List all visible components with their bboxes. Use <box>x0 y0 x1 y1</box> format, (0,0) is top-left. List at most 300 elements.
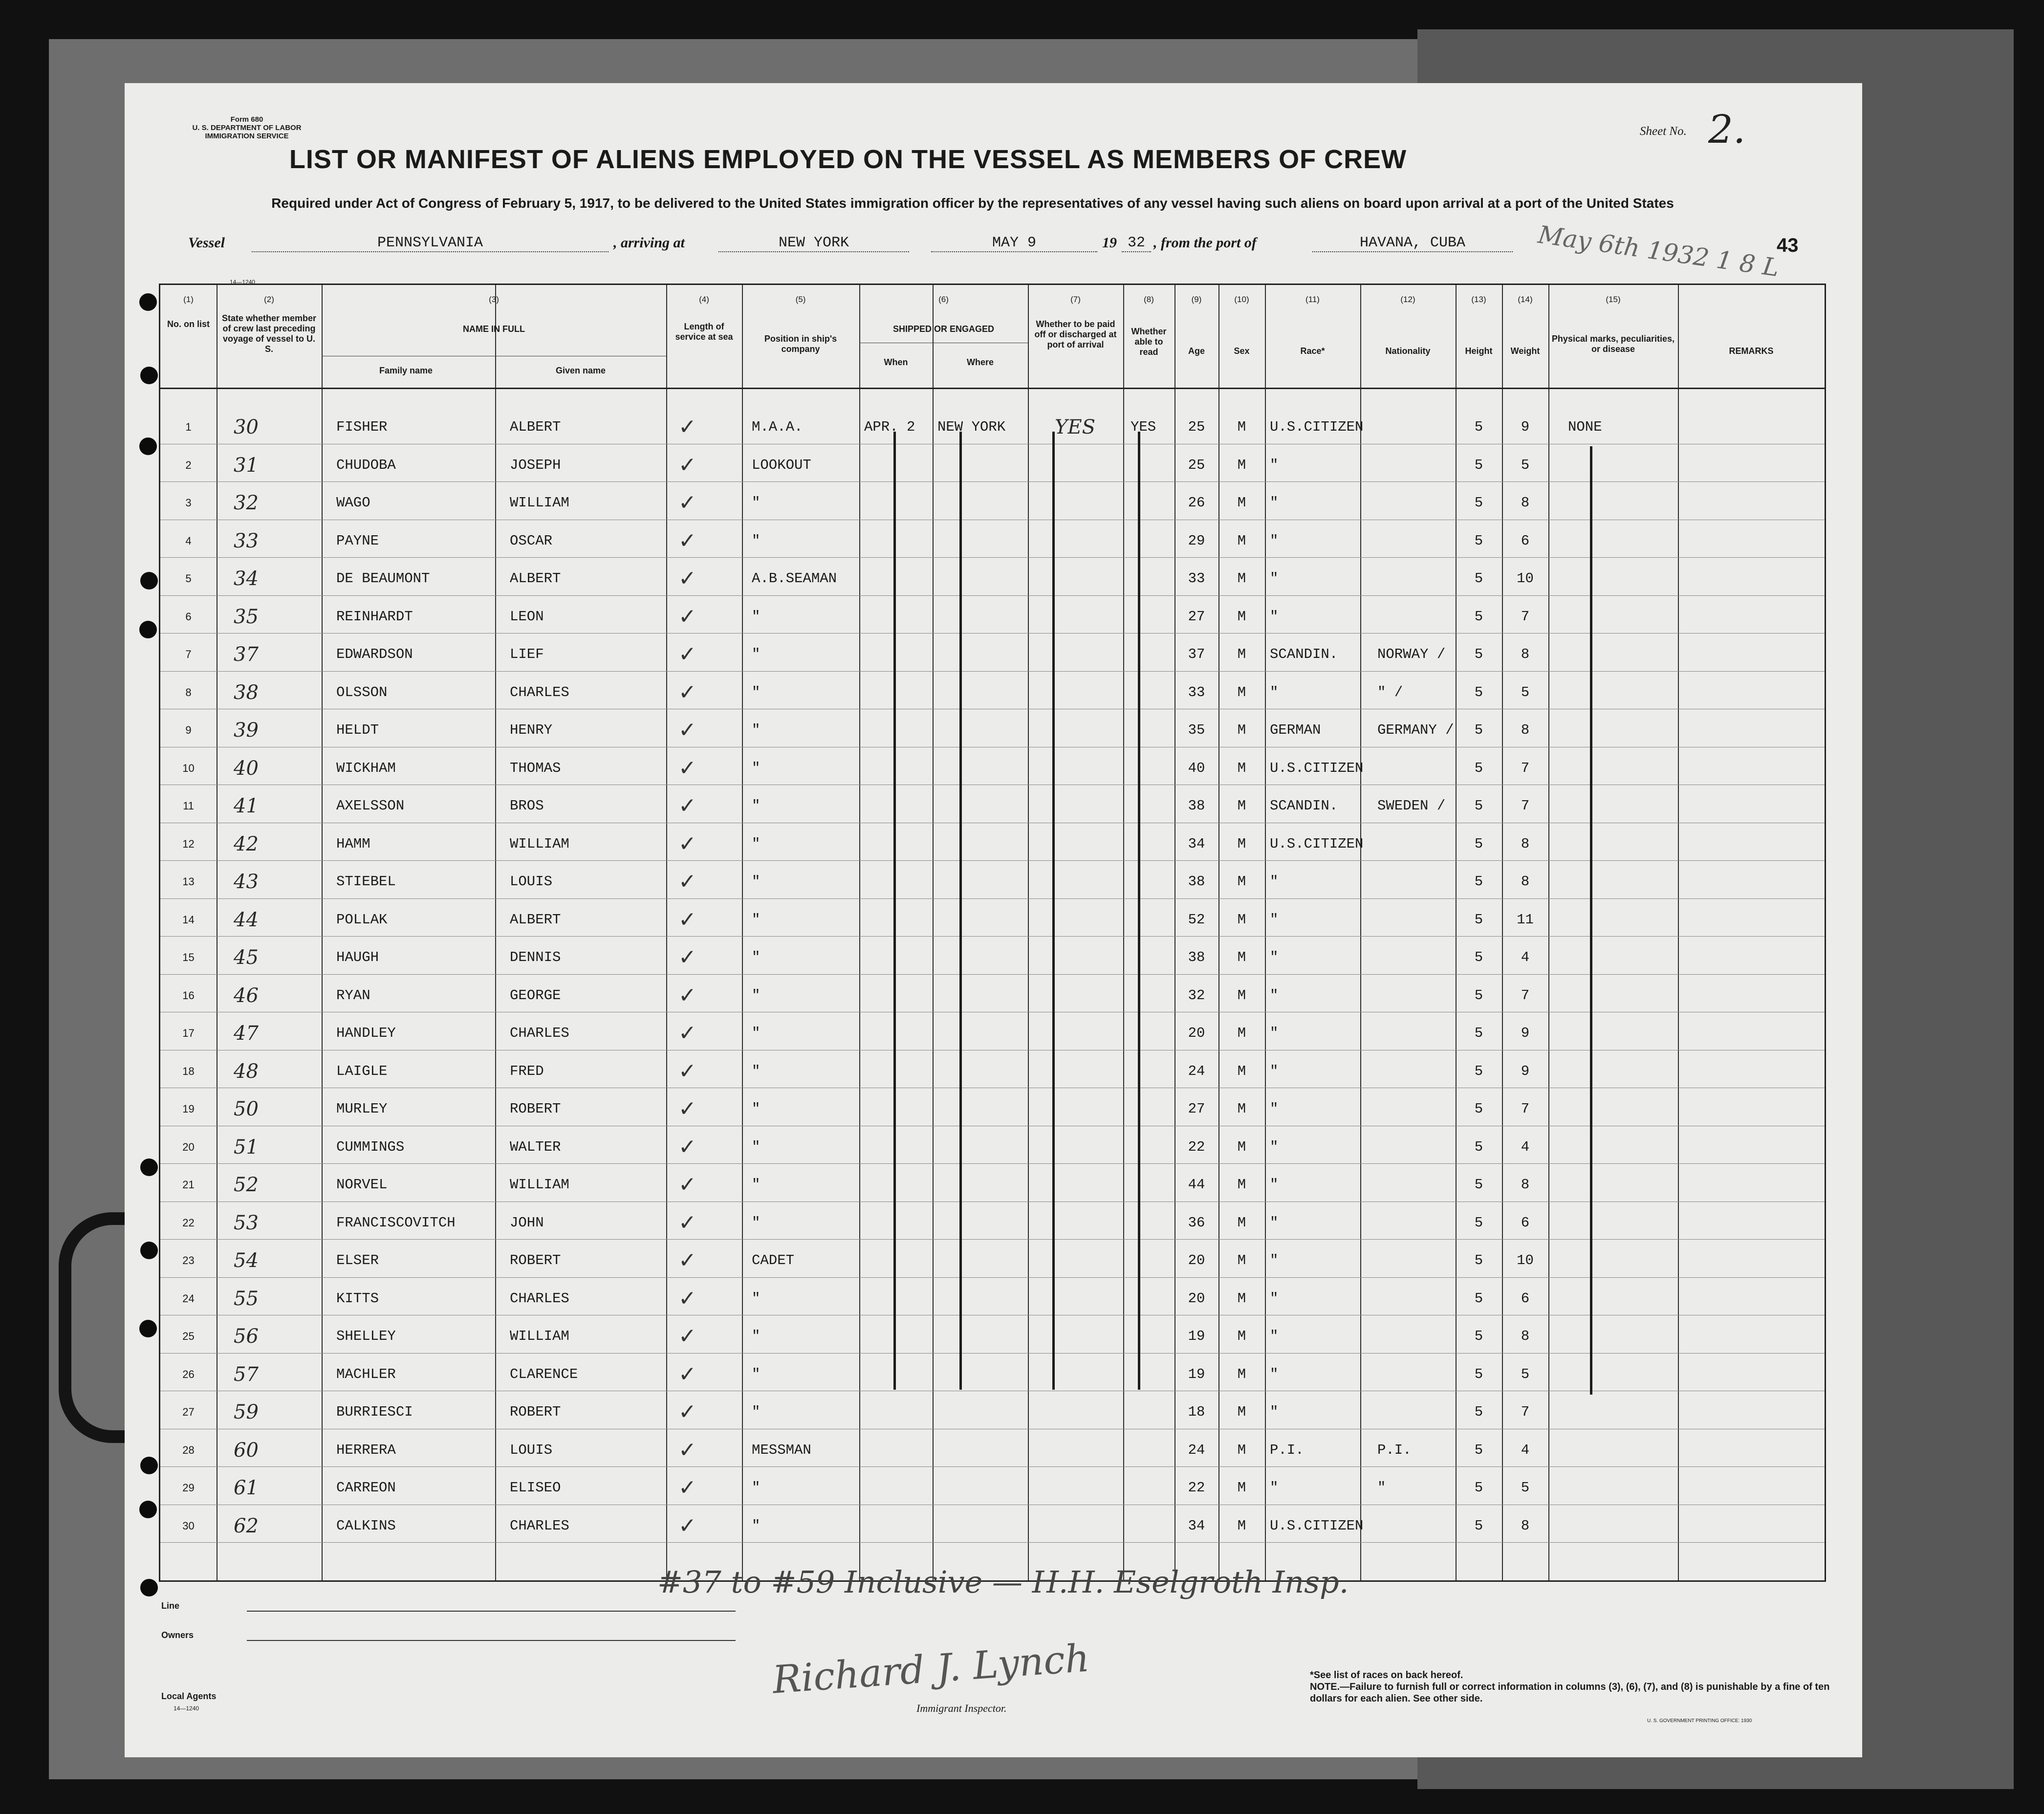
cell-no: 7 <box>185 648 192 660</box>
cell-family: OLSSON <box>336 684 388 700</box>
vessel-label: Vessel <box>188 235 225 251</box>
cell-height: 5 <box>1474 987 1483 1004</box>
cell-age: 19 <box>1188 1328 1205 1344</box>
cell-read: YES <box>1131 419 1156 435</box>
cell-where <box>937 1095 1028 1123</box>
cell-family: CUMMINGS <box>336 1138 405 1155</box>
cell-where <box>937 944 1028 971</box>
cell-no: 19 <box>182 1103 195 1115</box>
cell-position: " <box>752 1214 761 1231</box>
cell-when <box>864 1474 933 1502</box>
cell-service: ✓ <box>678 1475 696 1500</box>
cell-read <box>1131 1474 1174 1502</box>
cell-age: 24 <box>1188 1442 1205 1458</box>
cell-service: ✓ <box>678 566 696 591</box>
cell-weight: 7 <box>1521 608 1530 625</box>
cell-position: " <box>752 1517 761 1534</box>
cell-paid <box>1055 1020 1118 1047</box>
col-number-9: (9) <box>1191 295 1202 304</box>
cell-when <box>864 1209 933 1237</box>
cell-no: 27 <box>182 1406 195 1418</box>
cell-where <box>937 527 1028 555</box>
cell-where <box>937 717 1028 744</box>
cell-physical <box>1568 868 1675 896</box>
cell-state: 52 <box>234 1174 259 1196</box>
cell-state: 60 <box>234 1439 259 1462</box>
cell-weight: 8 <box>1521 722 1530 738</box>
cell-state: 51 <box>234 1136 259 1158</box>
footer-line-label: Line <box>161 1601 180 1611</box>
cell-height: 5 <box>1474 1252 1483 1268</box>
cell-weight: 9 <box>1521 419 1530 435</box>
punch-hole <box>140 1579 158 1596</box>
row-rule <box>160 481 1825 482</box>
cell-age: 25 <box>1188 457 1205 473</box>
cell-age: 38 <box>1188 949 1205 965</box>
cell-physical <box>1568 1361 1675 1388</box>
cell-read <box>1131 1020 1174 1047</box>
sheet-number: 2. <box>1708 107 1746 152</box>
cell-family: HANDLEY <box>336 1025 396 1041</box>
header-name-in-full: NAME IN FULL <box>463 324 525 334</box>
ditto-stroke <box>893 432 896 1390</box>
cell-sex: M <box>1237 1290 1246 1307</box>
row-rule <box>160 595 1825 596</box>
cell-service: ✓ <box>678 983 696 1008</box>
cell-given: FRED <box>510 1063 544 1079</box>
cell-service: ✓ <box>678 755 696 781</box>
cell-weight: 7 <box>1521 1101 1530 1117</box>
cell-where <box>937 1474 1028 1502</box>
cell-where <box>937 1399 1028 1426</box>
cell-age: 33 <box>1188 684 1205 700</box>
header-able-read: Whether able to read <box>1131 327 1167 357</box>
cell-weight: 7 <box>1521 987 1530 1004</box>
column-divider <box>495 285 496 1580</box>
cell-paid <box>1055 982 1118 1009</box>
cell-paid <box>1055 1171 1118 1199</box>
cell-read <box>1131 1095 1174 1123</box>
column-divider <box>859 285 860 1580</box>
cell-read <box>1131 1134 1174 1161</box>
cell-sex: M <box>1237 1063 1246 1079</box>
cell-state: 54 <box>234 1249 259 1272</box>
cell-service: ✓ <box>678 1210 696 1235</box>
cell-read <box>1131 755 1174 782</box>
row-rule <box>160 898 1825 899</box>
cell-paid <box>1055 1361 1118 1388</box>
cell-read <box>1131 1285 1174 1312</box>
cell-nationality <box>1377 868 1456 896</box>
cell-age: 22 <box>1188 1480 1205 1496</box>
cell-no: 11 <box>183 800 194 812</box>
cell-when <box>864 603 933 631</box>
cell-family: SHELLEY <box>336 1328 396 1344</box>
cell-service: ✓ <box>678 1058 696 1084</box>
cell-position: " <box>752 949 761 965</box>
cell-paid <box>1055 452 1118 479</box>
form-code-bottom: 14—1240 <box>174 1705 199 1712</box>
cell-given: WILLIAM <box>510 835 569 852</box>
cell-paid <box>1055 641 1118 668</box>
cell-where <box>937 489 1028 517</box>
cell-sex: M <box>1237 835 1246 852</box>
col-number-12: (12) <box>1400 295 1415 304</box>
row-rule <box>160 557 1825 558</box>
cell-paid <box>1055 1058 1118 1085</box>
cell-nationality <box>1377 944 1456 971</box>
cell-weight: 9 <box>1521 1025 1530 1041</box>
cell-where <box>937 1512 1028 1540</box>
cell-no: 24 <box>182 1292 195 1305</box>
cell-nationality <box>1377 527 1456 555</box>
cell-paid <box>1055 1285 1118 1312</box>
cell-service: ✓ <box>678 831 696 856</box>
header-rule <box>160 388 1825 389</box>
cell-paid <box>1055 906 1118 934</box>
cell-nationality: " / <box>1377 684 1403 700</box>
cell-paid <box>1055 1209 1118 1237</box>
cell-given: BROS <box>510 798 544 814</box>
cell-age: 26 <box>1188 495 1205 511</box>
cell-where <box>937 679 1028 706</box>
ditto-stroke <box>1138 432 1140 1390</box>
cell-when <box>864 755 933 782</box>
column-divider <box>1548 285 1549 1580</box>
cell-paid <box>1055 527 1118 555</box>
cell-race: " <box>1270 1138 1279 1155</box>
cell-service: ✓ <box>678 869 696 894</box>
document-title: LIST OR MANIFEST OF ALIENS EMPLOYED ON THE VESSEL AS MEMBERS OF CREW <box>289 145 1407 174</box>
cell-family: NORVEL <box>336 1177 388 1193</box>
cell-given: CLARENCE <box>510 1366 578 1382</box>
cell-age: 24 <box>1188 1063 1205 1079</box>
cell-height: 5 <box>1474 874 1483 890</box>
inclusive-note: #37 to #59 Inclusive — H.H. Eselgroth Insp. <box>657 1564 1349 1600</box>
header-length-service: Length of service at sea <box>675 322 733 342</box>
cell-where <box>937 792 1028 820</box>
cell-service: ✓ <box>678 528 696 553</box>
from-label: , from the port of <box>1153 235 1257 251</box>
cell-physical <box>1568 792 1675 820</box>
punch-hole <box>139 293 157 311</box>
cell-nationality <box>1377 755 1456 782</box>
printer-imprint: U. S. GOVERNMENT PRINTING OFFICE: 1930 <box>1647 1718 1752 1724</box>
cell-where <box>937 982 1028 1009</box>
cell-read <box>1131 1361 1174 1388</box>
cell-physical <box>1568 1247 1675 1274</box>
cell-physical <box>1568 1399 1675 1426</box>
cell-position: A.B.SEAMAN <box>752 570 837 587</box>
header-no-on-list: No. on list <box>167 319 210 329</box>
header-height: Height <box>1465 346 1493 356</box>
cell-physical <box>1568 982 1675 1009</box>
cell-height: 5 <box>1474 949 1483 965</box>
cell-position: " <box>752 911 761 928</box>
cell-height: 5 <box>1474 1177 1483 1193</box>
cell-physical <box>1568 1209 1675 1237</box>
cell-given: WILLIAM <box>510 1177 569 1193</box>
cell-paid <box>1055 1437 1118 1464</box>
cell-service: ✓ <box>678 1324 696 1349</box>
cell-family: CARREON <box>336 1480 396 1496</box>
footer-line-rule <box>247 1611 736 1612</box>
cell-no: 2 <box>185 459 192 471</box>
cell-family: AXELSSON <box>336 798 405 814</box>
cell-paid <box>1055 1247 1118 1274</box>
cell-height: 5 <box>1474 1290 1483 1307</box>
cell-read <box>1131 1058 1174 1085</box>
cell-read <box>1131 679 1174 706</box>
header-age: Age <box>1188 346 1205 356</box>
cell-no: 13 <box>182 875 195 888</box>
cell-state: 30 <box>234 416 259 438</box>
cell-height: 5 <box>1474 835 1483 852</box>
cell-sex: M <box>1237 1252 1246 1268</box>
cell-no: 21 <box>182 1179 195 1191</box>
cell-paid <box>1055 717 1118 744</box>
cell-nationality <box>1377 1171 1456 1199</box>
cell-no: 9 <box>185 724 192 736</box>
cell-height: 5 <box>1474 646 1483 662</box>
sheet-label: Sheet No. <box>1640 125 1687 138</box>
form-identifier <box>174 115 320 140</box>
cell-where <box>937 831 1028 858</box>
cell-service: ✓ <box>678 1248 696 1273</box>
manifest-page <box>125 83 1862 1757</box>
cell-read <box>1131 944 1174 971</box>
column-divider <box>742 285 743 1580</box>
cell-sex: M <box>1237 760 1246 776</box>
cell-given: LOUIS <box>510 1442 553 1458</box>
cell-physical <box>1568 1323 1675 1350</box>
cell-given: CHARLES <box>510 684 569 700</box>
cell-height: 5 <box>1474 798 1483 814</box>
cell-height: 5 <box>1474 1442 1483 1458</box>
cell-nationality: SWEDEN / <box>1377 798 1446 814</box>
cell-physical <box>1568 831 1675 858</box>
cell-race: " <box>1270 1101 1279 1117</box>
cell-nationality: NORWAY / <box>1377 646 1446 662</box>
cell-paid <box>1055 603 1118 631</box>
cell-where <box>937 641 1028 668</box>
cell-race: " <box>1270 457 1279 473</box>
cell-height: 5 <box>1474 419 1483 435</box>
cell-sex: M <box>1237 987 1246 1004</box>
form-service: IMMIGRATION SERVICE <box>205 132 289 140</box>
cell-when <box>864 1437 933 1464</box>
cell-weight: 4 <box>1521 949 1530 965</box>
cell-when <box>864 944 933 971</box>
year-suffix: 32 <box>1122 235 1151 252</box>
cell-physical <box>1568 641 1675 668</box>
cell-nationality <box>1377 1134 1456 1161</box>
cell-family: ELSER <box>336 1252 379 1268</box>
punch-hole <box>139 1320 157 1337</box>
cell-position: " <box>752 874 761 890</box>
cell-when <box>864 831 933 858</box>
cell-paid <box>1055 792 1118 820</box>
cell-sex: M <box>1237 1214 1246 1231</box>
cell-height: 5 <box>1474 684 1483 700</box>
cell-given: ELISEO <box>510 1480 561 1496</box>
cell-position: LOOKOUT <box>752 457 811 473</box>
cell-where <box>937 565 1028 592</box>
cell-race: " <box>1270 684 1279 700</box>
cell-physical <box>1568 1437 1675 1464</box>
cell-where <box>937 1058 1028 1085</box>
cell-physical <box>1568 452 1675 479</box>
cell-state: 59 <box>234 1401 259 1423</box>
cell-state: 41 <box>234 795 259 817</box>
cell-nationality <box>1377 452 1456 479</box>
cell-given: CHARLES <box>510 1517 569 1534</box>
handwritten-date: May 6th 1932 1 8 L <box>1536 220 1781 283</box>
cell-read <box>1131 906 1174 934</box>
cell-where <box>937 1323 1028 1350</box>
cell-state: 53 <box>234 1211 259 1234</box>
cell-physical <box>1568 1020 1675 1047</box>
cell-age: 19 <box>1188 1366 1205 1382</box>
cell-state: 37 <box>234 643 259 666</box>
cell-when <box>864 1285 933 1312</box>
cell-service: ✓ <box>678 604 696 629</box>
cell-given: DENNIS <box>510 949 561 965</box>
cell-where <box>937 906 1028 934</box>
cell-position: " <box>752 608 761 625</box>
cell-height: 5 <box>1474 1214 1483 1231</box>
cell-nationality <box>1377 1247 1456 1274</box>
cell-paid <box>1055 868 1118 896</box>
cell-service: ✓ <box>678 945 696 970</box>
cell-when <box>864 1361 933 1388</box>
cell-given: THOMAS <box>510 760 561 776</box>
col-number-2: (2) <box>264 295 274 304</box>
cell-state: 31 <box>234 454 259 477</box>
header-family-name: Family name <box>379 366 433 375</box>
cell-no: 15 <box>182 951 195 963</box>
cell-position: " <box>752 798 761 814</box>
punch-hole <box>140 367 158 384</box>
row-rule <box>160 1542 1825 1543</box>
cell-age: 52 <box>1188 911 1205 928</box>
cell-weight: 5 <box>1521 684 1530 700</box>
form-code-top: 14—1240 <box>230 279 256 285</box>
cell-position: " <box>752 1063 761 1079</box>
arrival-port: NEW YORK <box>718 235 909 252</box>
cell-weight: 5 <box>1521 1366 1530 1382</box>
cell-family: POLLAK <box>336 911 388 928</box>
cell-given: ROBERT <box>510 1252 561 1268</box>
cell-no: 18 <box>182 1065 195 1077</box>
cell-age: 36 <box>1188 1214 1205 1231</box>
cell-race: " <box>1270 1063 1279 1079</box>
cell-family: RYAN <box>336 987 370 1004</box>
cell-state: 50 <box>234 1098 259 1120</box>
cell-when <box>864 906 933 934</box>
cell-when <box>864 452 933 479</box>
cell-read <box>1131 1171 1174 1199</box>
cell-physical <box>1568 1474 1675 1502</box>
cell-state: 44 <box>234 908 259 931</box>
cell-read <box>1131 717 1174 744</box>
cell-age: 18 <box>1188 1404 1205 1420</box>
cell-read <box>1131 489 1174 517</box>
cell-when <box>864 1134 933 1161</box>
cell-given: LOUIS <box>510 874 553 890</box>
cell-sex: M <box>1237 798 1246 814</box>
header-paid-off: Whether to be paid off or discharged at port of arrival <box>1034 319 1117 350</box>
cell-where <box>937 868 1028 896</box>
cell-when <box>864 1171 933 1199</box>
cell-nationality <box>1377 1399 1456 1426</box>
cell-nationality <box>1377 603 1456 631</box>
cell-family: WAGO <box>336 495 370 511</box>
cell-position: " <box>752 1025 761 1041</box>
cell-family: CHUDOBA <box>336 457 396 473</box>
punch-hole <box>139 1501 157 1518</box>
cell-state: 47 <box>234 1022 259 1045</box>
cell-service: ✓ <box>678 490 696 515</box>
cell-read <box>1131 452 1174 479</box>
cell-weight: 5 <box>1521 1480 1530 1496</box>
col-number-1: (1) <box>183 295 194 304</box>
cell-no: 30 <box>182 1519 195 1532</box>
cell-when <box>864 792 933 820</box>
cell-height: 5 <box>1474 495 1483 511</box>
cell-state: 55 <box>234 1287 259 1310</box>
cell-nationality <box>1377 489 1456 517</box>
cell-paid <box>1055 1323 1118 1350</box>
cell-read <box>1131 1323 1174 1350</box>
punch-hole <box>139 437 157 455</box>
cell-position: " <box>752 646 761 662</box>
col-number-11: (11) <box>1305 295 1320 304</box>
cell-read <box>1131 1437 1174 1464</box>
cell-height: 5 <box>1474 457 1483 473</box>
cell-race: U.S.CITIZEN <box>1270 1517 1364 1534</box>
cell-service: ✓ <box>678 642 696 667</box>
ditto-stroke <box>959 432 962 1390</box>
row-rule <box>160 936 1825 937</box>
header-weight: Weight <box>1510 346 1540 356</box>
header-physical-marks: Physical marks, peculiarities, or disease <box>1551 334 1675 354</box>
cell-age: 44 <box>1188 1177 1205 1193</box>
cell-age: 20 <box>1188 1025 1205 1041</box>
cell-sex: M <box>1237 419 1246 435</box>
cell-weight: 8 <box>1521 874 1530 890</box>
cell-no: 29 <box>182 1482 195 1494</box>
cell-nationality <box>1377 1361 1456 1388</box>
cell-read <box>1131 792 1174 820</box>
cell-state: 33 <box>234 529 259 552</box>
cell-physical <box>1568 527 1675 555</box>
cell-family: LAIGLE <box>336 1063 388 1079</box>
cell-state: 43 <box>234 871 259 893</box>
cell-physical <box>1568 1171 1675 1199</box>
cell-physical <box>1568 755 1675 782</box>
cell-where <box>937 1285 1028 1312</box>
cell-race: " <box>1270 1328 1279 1344</box>
cell-height: 5 <box>1474 1404 1483 1420</box>
cell-state: 42 <box>234 832 259 855</box>
cell-race: U.S.CITIZEN <box>1270 760 1364 776</box>
cell-position: " <box>752 722 761 738</box>
row-rule <box>160 974 1825 975</box>
cell-age: 20 <box>1188 1290 1205 1307</box>
cell-given: WALTER <box>510 1138 561 1155</box>
cell-height: 5 <box>1474 1517 1483 1534</box>
